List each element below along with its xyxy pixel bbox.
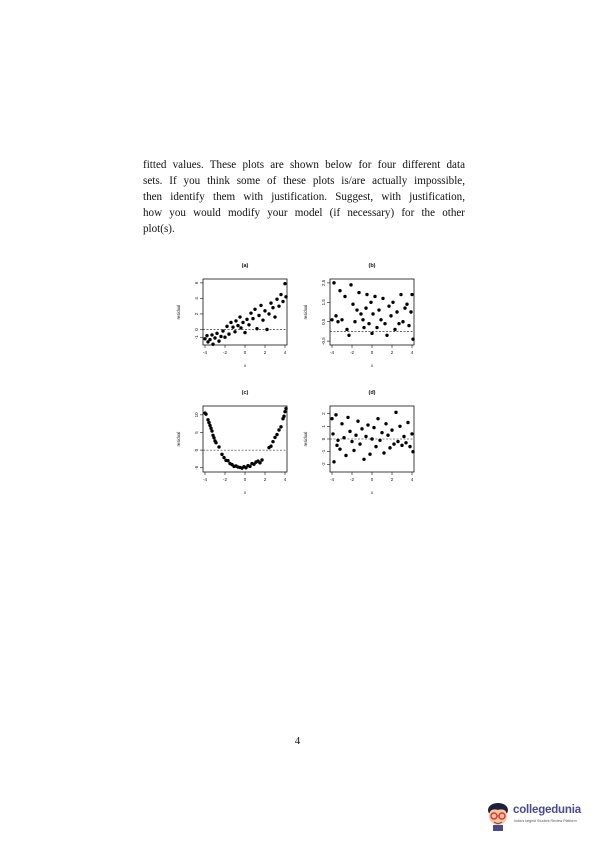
data-point [386, 433, 389, 436]
data-point [356, 420, 359, 423]
y-tick-label: -5 [194, 465, 200, 470]
x-tick-label: -2 [222, 477, 228, 482]
body-line: sets. If you think some of these plots is/are actually impossible, [143, 175, 465, 187]
plot-title: (a) [241, 263, 249, 269]
data-point [406, 421, 409, 424]
y-tick-label: 0.5 [321, 318, 327, 325]
data-point [390, 428, 393, 431]
data-point [332, 460, 335, 463]
data-point [331, 432, 334, 435]
plot-title: (c) [241, 390, 249, 396]
body-line: fitted values. These plots are shown below for four different data [143, 159, 465, 171]
x-axis-label: x [243, 490, 247, 495]
x-tick-label: 4 [410, 350, 414, 355]
data-point [398, 425, 401, 428]
logo-tagline: India's largest Student Review Platform [514, 819, 577, 823]
x-tick-label: -2 [349, 477, 355, 482]
data-point [372, 426, 375, 429]
data-point [378, 439, 381, 442]
data-point [358, 442, 361, 445]
data-point [342, 436, 345, 439]
y-tick-label: -1 [194, 335, 200, 340]
data-point [340, 422, 343, 425]
collegedunia-logo[interactable] [484, 801, 594, 833]
x-axis-label: x [370, 490, 374, 495]
y-tick-label: 0 [194, 328, 200, 331]
x-tick-label: 2 [390, 477, 394, 482]
x-tick-label: 0 [243, 350, 247, 355]
data-point [388, 446, 391, 449]
data-point [392, 442, 395, 445]
y-tick-label: 1 [321, 425, 327, 428]
data-point [335, 444, 338, 447]
x-tick-label: -4 [329, 477, 335, 482]
data-point [346, 416, 349, 419]
y-tick-label: 1.5 [321, 299, 327, 306]
y-axis-label: residual [303, 431, 309, 447]
x-tick-label: 0 [370, 477, 374, 482]
y-tick-label: 2 [194, 312, 200, 316]
y-tick-label: 0 [321, 437, 327, 441]
y-tick-label: 10 [194, 412, 200, 418]
data-point [362, 458, 365, 461]
y-tick-label: 2.5 [321, 279, 327, 287]
data-point [382, 451, 385, 454]
body-line: plot(s). [143, 223, 175, 235]
data-point [360, 427, 363, 430]
data-point [402, 435, 405, 438]
y-tick-label: -0.5 [321, 337, 327, 346]
data-point [366, 423, 369, 426]
data-point [410, 432, 413, 435]
x-axis-label: x [243, 363, 247, 368]
x-tick-label: 2 [263, 350, 267, 355]
data-point [380, 431, 383, 434]
x-tick-label: 0 [243, 477, 247, 482]
plot-title: (b) [368, 263, 376, 269]
data-point [350, 440, 353, 443]
data-point [348, 430, 351, 433]
data-point [396, 440, 399, 443]
data-point [404, 441, 407, 444]
body-line: then identify them with justification. Suggest, with justification, [143, 191, 465, 203]
x-tick-label: -2 [222, 350, 228, 355]
data-point [354, 433, 357, 436]
data-point [376, 417, 379, 420]
y-axis-label: residual [176, 431, 182, 447]
data-point [344, 454, 347, 457]
data-point [394, 411, 397, 414]
y-tick-label: -2 [321, 462, 327, 467]
data-point [411, 450, 414, 453]
y-tick-label: -1 [321, 449, 327, 454]
body-line: how you would modify your model (if necessary) for the other [143, 207, 465, 219]
y-tick-label: 2 [321, 412, 327, 415]
data-point [336, 439, 339, 442]
x-tick-label: -4 [202, 350, 208, 355]
y-axis-label: residual [303, 304, 309, 320]
logo-wordmark: collegedunia [513, 804, 581, 816]
y-tick-label: 6 [194, 281, 200, 285]
y-axis-label: residual [176, 304, 182, 320]
data-point [374, 445, 377, 448]
data-point [400, 444, 403, 447]
x-axis-label: x [370, 363, 374, 368]
x-tick-label: 4 [410, 477, 414, 482]
x-tick-label: 2 [263, 477, 267, 482]
page-number: 4 [294, 735, 301, 747]
data-point [408, 445, 411, 448]
data-point [370, 437, 373, 440]
data-point [368, 453, 371, 456]
y-tick-label: 0 [194, 448, 200, 452]
mascot-icon [484, 801, 512, 831]
x-tick-label: -4 [329, 350, 335, 355]
data-point [352, 449, 355, 452]
data-point [334, 413, 337, 416]
plot-title: (d) [368, 390, 376, 396]
x-tick-label: -2 [349, 350, 355, 355]
y-tick-label: 4 [194, 297, 200, 300]
y-tick-label: 5 [194, 431, 200, 434]
x-tick-label: -4 [202, 477, 208, 482]
x-tick-label: 0 [370, 350, 374, 355]
data-point [338, 447, 341, 450]
data-point [364, 435, 367, 438]
x-tick-label: 4 [283, 350, 287, 355]
x-tick-label: 2 [390, 350, 394, 355]
data-point [330, 417, 333, 420]
x-tick-label: 4 [283, 477, 287, 482]
data-point [384, 422, 387, 425]
